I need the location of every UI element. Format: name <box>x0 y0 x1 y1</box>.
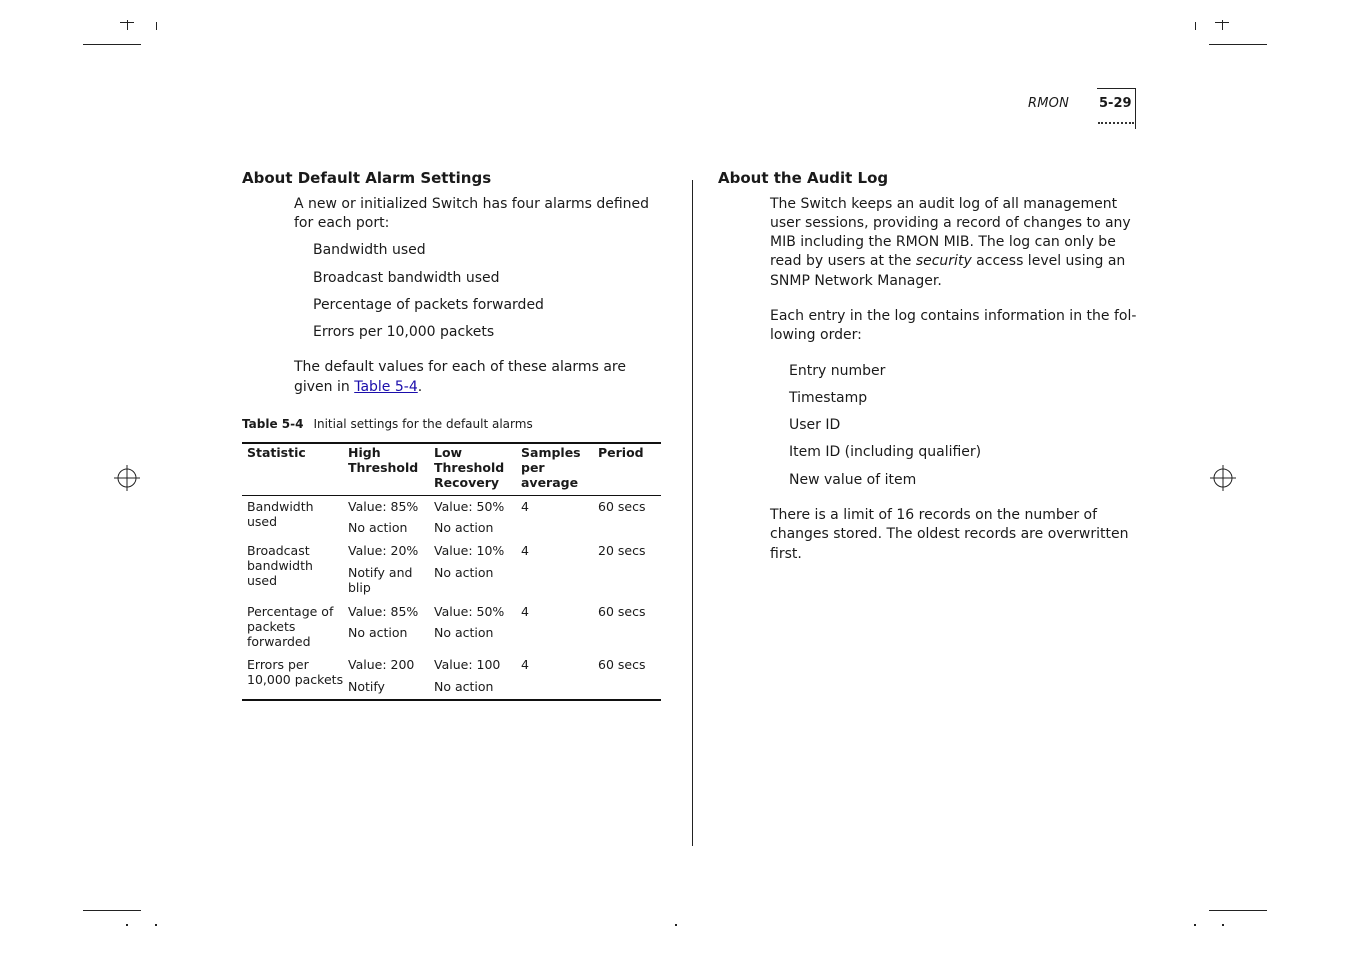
list-item: Errors per 10,000 packets <box>313 324 495 340</box>
list-item: Timestamp <box>789 390 868 406</box>
dotted-ornament <box>1098 119 1134 124</box>
table-caption-text: Initial settings for the default alarms <box>313 417 533 431</box>
body-text: The Switch keeps an audit log of all management <box>770 196 1118 212</box>
section-heading: About Default Alarm Settings <box>242 169 492 187</box>
running-title: RMON <box>1028 96 1070 111</box>
body-text: There is a limit of 16 records on the number of <box>770 507 1098 523</box>
registration-mark-icon <box>1210 465 1236 491</box>
registration-mark-icon <box>114 465 140 491</box>
list-item: Entry number <box>789 363 886 379</box>
body-text: read by users at the security access level using an <box>770 253 1126 269</box>
defaults-text: The default values for each of these alarms are <box>294 359 626 375</box>
column-header: High Threshold <box>348 445 419 475</box>
table-caption <box>242 417 533 431</box>
body-text: changes stored. The oldest records are overwritten <box>770 526 1129 542</box>
list-item: Bandwidth used <box>313 242 426 258</box>
page-number-rule <box>1135 88 1136 129</box>
column-divider <box>692 180 693 846</box>
body-text: MIB including the RMON MIB. The log can only be <box>770 234 1116 250</box>
page-number: 5-29 <box>1099 96 1132 111</box>
list-item: User ID <box>789 417 841 433</box>
body-text: first. <box>770 546 802 562</box>
column-header: Low Threshold Recovery <box>434 445 505 490</box>
defaults-text: given in Table 5-4. <box>294 379 423 395</box>
page-number-rule <box>1097 88 1136 89</box>
intro-text: A new or initialized Switch has four alarms defined <box>294 196 650 212</box>
column-header: Samples per average <box>521 445 581 490</box>
emphasis-text: security <box>915 253 972 269</box>
column-header: Statistic <box>247 445 306 460</box>
body-text: lowing order: <box>770 327 862 343</box>
table-caption-number: Table 5-4 <box>242 417 304 431</box>
list-item: Percentage of packets forwarded <box>313 297 544 313</box>
list-item: Broadcast bandwidth used <box>313 270 500 286</box>
section-heading: About the Audit Log <box>718 169 889 187</box>
list-item: Item ID (including qualifier) <box>789 444 982 460</box>
intro-text: for each port: <box>294 215 390 231</box>
list-item: New value of item <box>789 472 917 488</box>
body-text: user sessions, providing a record of changes to any <box>770 215 1131 231</box>
table-link[interactable]: Table 5-4 <box>354 379 418 395</box>
body-text: Each entry in the log contains information in the fol- <box>770 308 1137 324</box>
column-header: Period <box>598 445 644 460</box>
body-text: SNMP Network Manager. <box>770 273 942 289</box>
